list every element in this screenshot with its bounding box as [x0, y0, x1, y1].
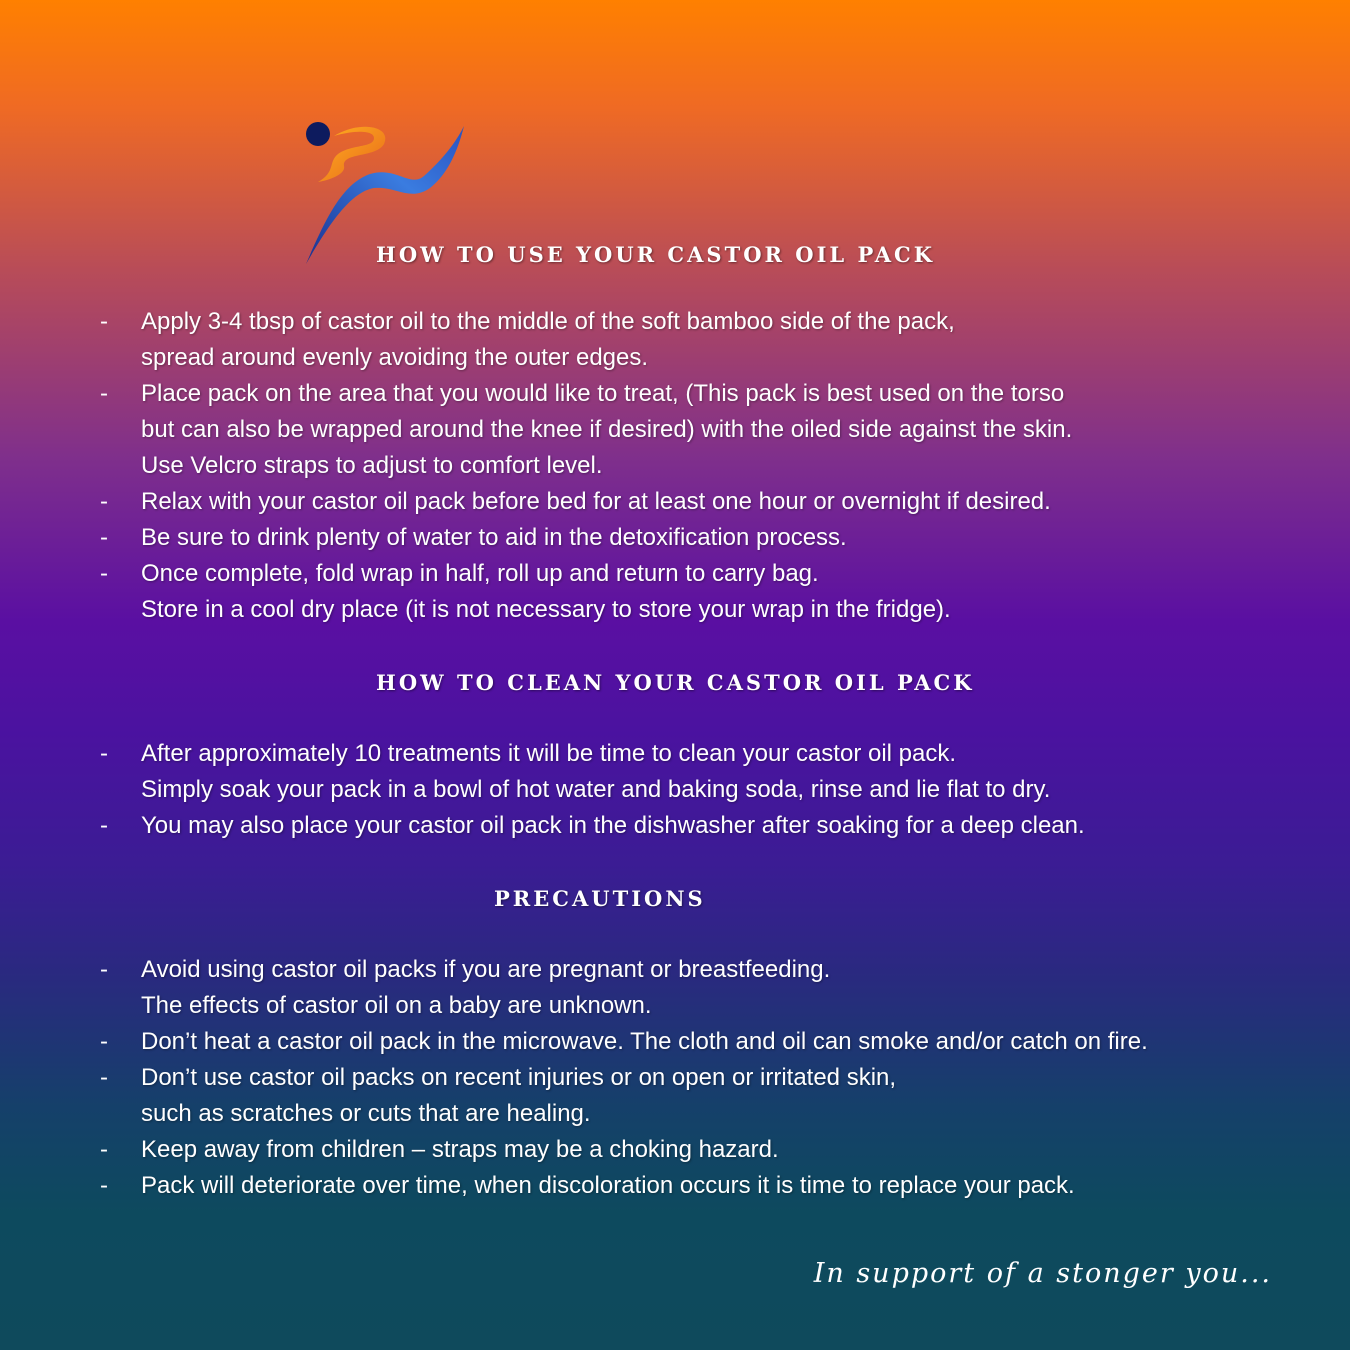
list-item — [0, 1132, 1148, 1168]
list-item-text: Store in a cool dry place (it is not necessary to store your wrap in the fridge). — [141, 596, 951, 623]
list-item-text: such as scratches or cuts that are healing. — [141, 1100, 591, 1127]
list-item-text: Avoid using castor oil packs if you are pregnant or breastfeeding. — [141, 956, 831, 983]
list-item-text: Don’t use castor oil packs on recent injuries or on open or irritated skin, — [141, 1064, 897, 1091]
bullet-dash: - — [100, 308, 108, 335]
list-item — [0, 556, 1072, 628]
bullet-dash: - — [100, 560, 108, 587]
section-heading-clean: HOW TO CLEAN YOUR CASTOR OIL PACK — [376, 670, 975, 695]
list-item — [0, 736, 1085, 808]
list-item — [0, 1024, 1148, 1060]
list-item — [0, 376, 1072, 484]
bullet-dash: - — [100, 1172, 108, 1199]
list-item-text: Use Velcro straps to adjust to comfort level. — [141, 452, 603, 479]
precautions-list — [0, 952, 1148, 1204]
list-item — [0, 952, 1148, 1024]
bullet-dash: - — [100, 1064, 108, 1091]
list-item-text: After approximately 10 treatments it will be time to clean your castor oil pack. — [141, 740, 957, 767]
logo-head-dot — [306, 122, 330, 146]
use-instructions-list — [0, 304, 1072, 628]
list-item-text: Relax with your castor oil pack before bed for at least one hour or overnight if desired. — [141, 488, 1051, 515]
list-item-text: Once complete, fold wrap in half, roll up and return to carry bag. — [141, 560, 819, 587]
list-item-text: spread around evenly avoiding the outer edges. — [141, 344, 649, 371]
bullet-dash: - — [100, 1028, 108, 1055]
clean-instructions-list — [0, 736, 1085, 844]
bullet-dash: - — [100, 1136, 108, 1163]
list-item-text: Apply 3-4 tbsp of castor oil to the middle of the soft bamboo side of the pack, — [141, 308, 955, 335]
list-item — [0, 304, 1072, 376]
section-heading-precautions: PRECAUTIONS — [494, 886, 706, 911]
list-item-text: but can also be wrapped around the knee if desired) with the oiled side against the skin. — [141, 416, 1073, 443]
bullet-dash: - — [100, 380, 108, 407]
list-item-text: Be sure to drink plenty of water to aid in the detoxification process. — [141, 524, 847, 551]
tagline: In support of a stonger you... — [813, 1258, 1272, 1289]
list-item — [0, 1060, 1148, 1132]
list-item-text: You may also place your castor oil pack in the dishwasher after soaking for a deep clean. — [141, 812, 1085, 839]
bullet-dash: - — [100, 524, 108, 551]
bullet-dash: - — [100, 488, 108, 515]
bullet-dash: - — [100, 812, 108, 839]
bullet-dash: - — [100, 956, 108, 983]
list-item-text: Simply soak your pack in a bowl of hot water and baking soda, rinse and lie flat to dry. — [141, 776, 1051, 803]
list-item-text: The effects of castor oil on a baby are unknown. — [141, 992, 652, 1019]
list-item-text: Pack will deteriorate over time, when discoloration occurs it is time to replace your pack. — [141, 1172, 1075, 1199]
list-item-text: Keep away from children – straps may be a choking hazard. — [141, 1136, 779, 1163]
list-item-text: Place pack on the area that you would like to treat, (This pack is best used on the torso — [141, 380, 1065, 407]
list-item — [0, 520, 1072, 556]
list-item — [0, 484, 1072, 520]
section-heading-use: HOW TO USE YOUR CASTOR OIL PACK — [376, 242, 935, 267]
bullet-dash: - — [100, 740, 108, 767]
list-item — [0, 1168, 1148, 1204]
list-item-text: Don’t heat a castor oil pack in the microwave. The cloth and oil can smoke and/or catch on fire. — [141, 1028, 1148, 1055]
list-item — [0, 808, 1085, 844]
